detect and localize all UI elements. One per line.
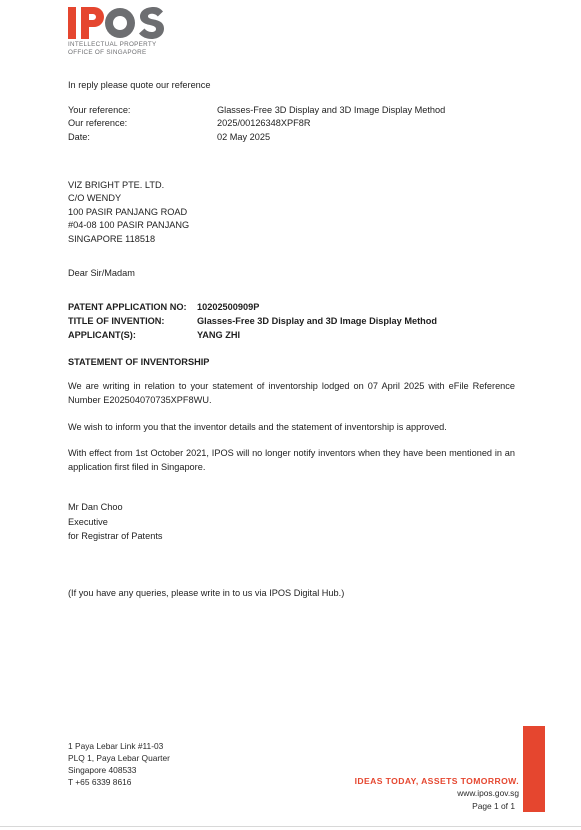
address-line: #04-08 100 PASIR PANJANG [68, 220, 190, 231]
invention-title-value: Glasses-Free 3D Display and 3D Image Display Method [197, 316, 437, 326]
applicant-value: YANG ZHI [197, 330, 241, 340]
footer-address-line: PLQ 1, Paya Lebar Quarter [68, 753, 170, 763]
address-line: VIZ BRIGHT PTE. LTD. [68, 180, 165, 190]
reply-instruction: In reply please quote our reference [68, 80, 211, 90]
paragraph-approval: We wish to inform you that the inventor details and the statement of inventorship is approved. [68, 422, 447, 432]
logo-subtitle-line2: OFFICE OF SINGAPORE [68, 49, 147, 56]
address-line: 100 PASIR PANJANG ROAD [68, 206, 188, 217]
our-reference-label: Our reference: [68, 118, 128, 128]
logo-subtitle-line1: INTELLECTUAL PROPERTY [68, 41, 157, 48]
footer-address-line: 1 Paya Lebar Link #11-03 [68, 741, 164, 751]
statement-heading: STATEMENT OF INVENTORSHIP [68, 357, 210, 367]
signatory-name: Mr Dan Choo [68, 502, 123, 512]
recipient-address [68, 179, 189, 246]
logo-subtitle [68, 41, 157, 57]
your-reference-label: Your reference: [68, 105, 131, 115]
footer-accent-bar [523, 726, 545, 812]
your-reference-value: Glasses-Free 3D Display and 3D Image Display Method [217, 105, 446, 115]
ipos-wordmark-icon [68, 6, 170, 40]
footer-slogan: IDEAS TODAY, ASSETS TOMORROW. [354, 776, 519, 786]
application-number-value: 10202500909P [197, 302, 260, 312]
queries-note: (If you have any queries, please write in to us via IPOS Digital Hub.) [68, 588, 345, 598]
page-number: Page 1 of 1 [472, 801, 515, 811]
footer-address-line: Singapore 408533 [68, 765, 137, 775]
our-reference-value: 2025/00126348XPF8R [217, 118, 311, 128]
footer-website-link[interactable]: www.ipos.gov.sg [457, 788, 519, 798]
address-line: SINGAPORE 118518 [68, 233, 156, 244]
paragraph-lodgement: We are writing in relation to your statement of inventorship lodged on 07 April 2025 with eFile Reference Number E202504070735XPF8WU. [68, 381, 515, 405]
salutation: Dear Sir/Madam [68, 268, 135, 278]
date-label: Date: [68, 132, 90, 142]
ipos-logo [68, 6, 170, 40]
applicant-label: APPLICANT(S): [68, 330, 136, 340]
page-bottom-divider [0, 826, 581, 827]
invention-title-label: TITLE OF INVENTION: [68, 316, 165, 326]
date-value: 02 May 2025 [217, 132, 271, 142]
application-number-label: PATENT APPLICATION NO: [68, 302, 187, 312]
address-line: C/O WENDY [68, 193, 122, 204]
signatory-title: Executive [68, 517, 108, 527]
footer-address-line: T +65 6339 8616 [68, 777, 132, 787]
footer-address [68, 740, 170, 788]
paragraph-notice: With effect from 1st October 2021, IPOS will no longer notify inventors when they have been mentioned in an application first filed in Singapore. [68, 448, 515, 472]
signatory-role: for Registrar of Patents [68, 531, 163, 541]
